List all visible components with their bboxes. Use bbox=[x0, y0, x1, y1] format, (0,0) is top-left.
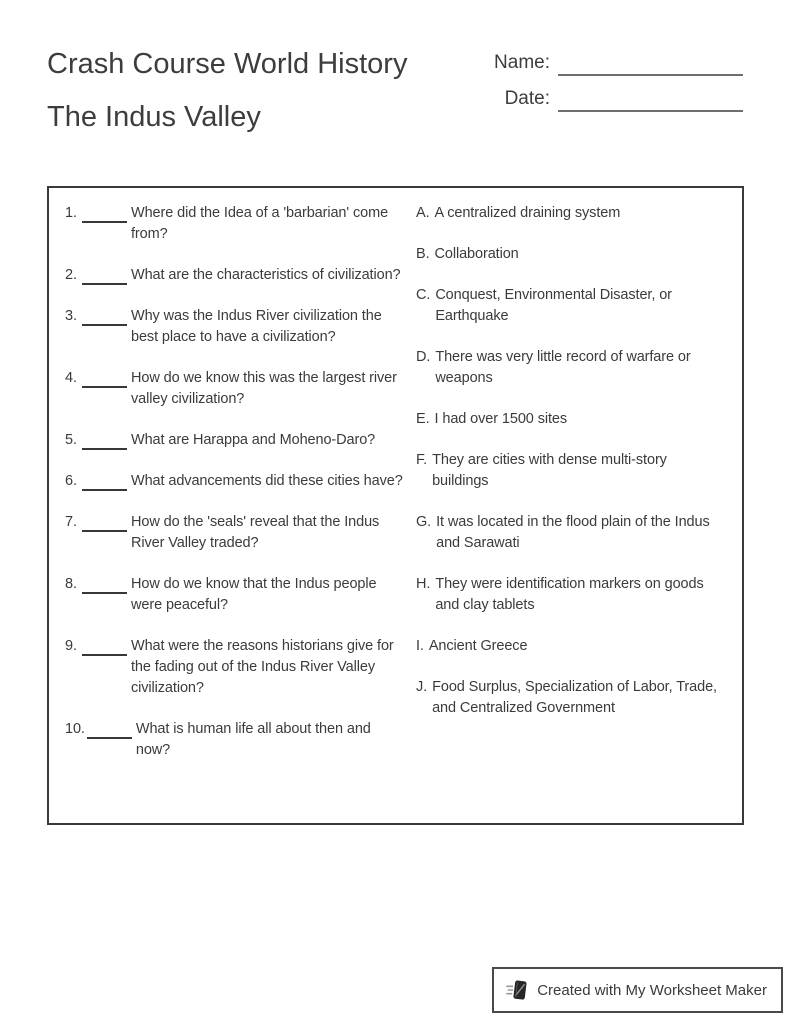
answer-item-i bbox=[416, 636, 726, 657]
answers-column bbox=[416, 203, 726, 813]
question-number: 6. bbox=[65, 473, 77, 489]
question-text: Where did the Idea of a 'barbarian' come from? bbox=[131, 205, 389, 242]
answer-text: There was very little record of warfare or weapons bbox=[435, 349, 691, 386]
title-line-1: Crash Course World History bbox=[47, 48, 408, 80]
matching-box bbox=[47, 186, 744, 825]
answer-item-j bbox=[416, 677, 726, 719]
answer-text: They are cities with dense multi-story buildings bbox=[432, 452, 667, 489]
answer-text: Collaboration bbox=[434, 246, 519, 262]
question-item-3 bbox=[65, 306, 405, 348]
name-label: Name: bbox=[494, 52, 550, 73]
answer-letter: I. bbox=[416, 638, 424, 654]
answer-item-h bbox=[416, 574, 726, 616]
question-number: 9. bbox=[65, 638, 77, 654]
question-number: 7. bbox=[65, 514, 77, 530]
date-blank-line bbox=[558, 88, 743, 112]
name-blank-line bbox=[558, 52, 743, 76]
question-number: 1. bbox=[65, 205, 77, 221]
question-item-5 bbox=[65, 430, 405, 451]
answer-letter: J. bbox=[416, 679, 428, 695]
question-item-1 bbox=[65, 203, 405, 245]
date-label: Date: bbox=[504, 88, 550, 109]
question-number: 4. bbox=[65, 370, 77, 386]
question-item-4 bbox=[65, 368, 405, 410]
answer-blank bbox=[82, 577, 127, 594]
answer-blank bbox=[82, 309, 127, 326]
question-number: 3. bbox=[65, 308, 77, 324]
answer-text: Ancient Greece bbox=[428, 638, 528, 654]
question-number: 8. bbox=[65, 576, 77, 592]
question-text: What are the characteristics of civilization? bbox=[131, 267, 401, 283]
answer-text: It was located in the flood plain of the Indus and Sarawati bbox=[436, 514, 710, 551]
answer-letter: C. bbox=[416, 287, 431, 303]
answer-item-f bbox=[416, 450, 726, 492]
answer-text: They were identification markers on goods and clay tablets bbox=[435, 576, 704, 613]
answer-letter: F. bbox=[416, 452, 428, 468]
answer-letter: H. bbox=[416, 576, 431, 592]
question-item-8 bbox=[65, 574, 405, 616]
date-field-row bbox=[484, 82, 743, 112]
question-text: What is human life all about then and now? bbox=[135, 721, 371, 758]
question-text: How do we know that the Indus people were peaceful? bbox=[131, 576, 377, 613]
answer-text: I had over 1500 sites bbox=[434, 411, 568, 427]
question-text: What are Harappa and Moheno-Daro? bbox=[131, 432, 376, 448]
question-item-10 bbox=[65, 719, 405, 761]
answer-blank bbox=[82, 474, 127, 491]
answer-blank bbox=[82, 206, 127, 223]
title-line-2: The Indus Valley bbox=[47, 101, 261, 133]
answer-text: A centralized draining system bbox=[434, 205, 621, 221]
question-number: 5. bbox=[65, 432, 77, 448]
question-text: How do the 'seals' reveal that the Indus River Valley traded? bbox=[131, 514, 380, 551]
answer-item-b bbox=[416, 244, 726, 265]
answer-letter: G. bbox=[416, 514, 432, 530]
answer-item-a bbox=[416, 203, 726, 224]
answer-item-g bbox=[416, 512, 726, 554]
worksheet-maker-credit-link[interactable] bbox=[492, 967, 783, 1013]
answer-blank bbox=[87, 722, 132, 739]
answer-letter: B. bbox=[416, 246, 430, 262]
answer-blank bbox=[82, 515, 127, 532]
question-text: What advancements did these cities have? bbox=[131, 473, 403, 489]
question-item-9 bbox=[65, 636, 405, 699]
question-text: How do we know this was the largest river valley civilization? bbox=[131, 370, 397, 407]
answer-letter: D. bbox=[416, 349, 431, 365]
answer-text: Conquest, Environmental Disaster, or Earthquake bbox=[435, 287, 672, 324]
answer-letter: A. bbox=[416, 205, 430, 221]
answer-blank bbox=[82, 268, 127, 285]
answer-item-e bbox=[416, 409, 726, 430]
question-item-2 bbox=[65, 265, 405, 286]
answer-item-d bbox=[416, 347, 726, 389]
question-item-6 bbox=[65, 471, 405, 492]
answer-blank bbox=[82, 433, 127, 450]
question-text: Why was the Indus River civilization the best place to have a civilization? bbox=[131, 308, 382, 345]
question-item-7 bbox=[65, 512, 405, 554]
answer-blank bbox=[82, 371, 127, 388]
name-field-row bbox=[484, 46, 743, 76]
answer-item-c bbox=[416, 285, 726, 327]
worksheet-maker-credit-text: Created with My Worksheet Maker bbox=[537, 981, 767, 999]
answer-text: Food Surplus, Specialization of Labor, Trade, and Centralized Government bbox=[432, 679, 717, 716]
answer-blank bbox=[82, 639, 127, 656]
page-title bbox=[47, 38, 407, 144]
questions-column bbox=[65, 203, 405, 813]
question-number: 10. bbox=[65, 721, 85, 737]
question-text: What were the reasons historians give for the fading out of the Indus River Valley civilization? bbox=[131, 638, 394, 696]
worksheet-maker-logo-icon bbox=[506, 978, 528, 1002]
name-date-fields bbox=[484, 46, 743, 118]
answer-letter: E. bbox=[416, 411, 430, 427]
question-number: 2. bbox=[65, 267, 77, 283]
